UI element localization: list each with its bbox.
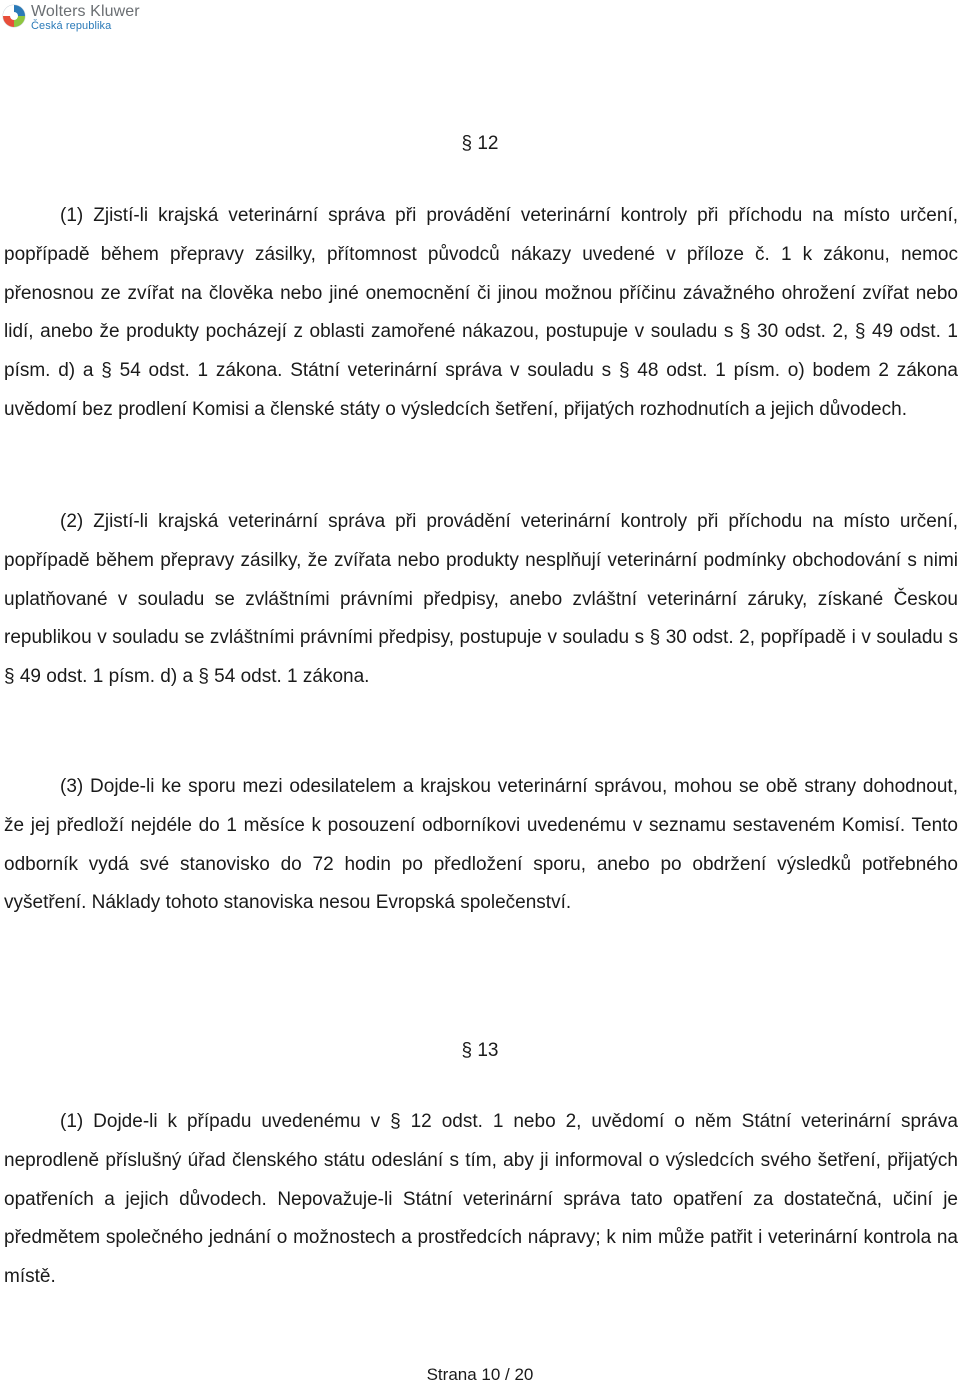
brand-subtitle: Česká republika — [31, 20, 112, 32]
brand-text — [31, 3, 140, 32]
page-number: Strana 10 / 20 — [426, 1365, 534, 1384]
brand-logo — [2, 3, 140, 32]
paragraph-12-2: (2) Zjistí-li krajská veterinární správa při provádění veterinární kontroly při příchodu na místo určení, popřípadě během přepravy zásilky, že zvířata nebo produkty nesplňují veterinární podmínky obchodování s nimi uplatňované v souladu se zvláštními právními předpisy, anebo zvláštní veterinární záruky, získané Českou republikou v souladu se zvláštními právními předpisy, postupuje v souladu s § 30 odst. 2, popřípadě i v souladu s § 49 odst. 1 písm. d) a § 54 odst. 1 zákona. — [4, 511, 958, 688]
section-heading-13: § 13 — [461, 1040, 499, 1061]
wolters-kluwer-logo-icon — [2, 4, 26, 28]
paragraph-12-3: (3) Dojde-li ke sporu mezi odesilatelem a krajskou veterinární správou, mohou se obě strany dohodnout, že jej předloží nejdéle do 1 měsíce k posouzení odborníkovi uvedenému v seznamu sestaveném Komisí. Tento odborník vydá své stanovisko do 72 hodin po předložení sporu, anebo po obdržení výsledků potřebného vyšetření. Náklady tohoto stanoviska nesou Evropská společenství. — [4, 776, 958, 914]
section-heading-12: § 12 — [461, 133, 499, 154]
paragraph-12-1: (1) Zjistí-li krajská veterinární správa při provádění veterinární kontroly při příchodu na místo určení, popřípadě během přepravy zásilky, přítomnost původců nákazy uvedené v příloze č. 1 k zákonu, nemoc přenosnou ze zvířat na člověka nebo jiné onemocnění či jinou možnou příčinu závažného ohrožení zvířat nebo lidí, anebo že produkty pocházejí z oblasti zamořené nákazou, postupuje v souladu s § 30 odst. 2, § 49 odst. 1 písm. d) a § 54 odst. 1 zákona. Státní veterinární správa v souladu s § 48 odst. 1 písm. o) bodem 2 zákona uvědomí bez prodlení Komisi a členské státy o výsledcích šetření, přijatých rozhodnutích a jejich důvodech. — [4, 205, 958, 420]
paragraph-13-1: (1) Dojde-li k případu uvedenému v § 12 odst. 1 nebo 2, uvědomí o něm Státní veterinární správa neprodleně příslušný úřad členského státu odeslání s tím, aby ji informoval o výsledcích svého šetření, přijatých opatřeních a jejich důvodech. Nepovažuje-li Státní veterinární správa tato opatření za dostatečná, učiní je předmětem společného jednání o možnostech a prostředcích nápravy; k nim může patřit i veterinární kontrola na místě. — [4, 1111, 958, 1288]
brand-name: Wolters Kluwer — [31, 3, 140, 20]
